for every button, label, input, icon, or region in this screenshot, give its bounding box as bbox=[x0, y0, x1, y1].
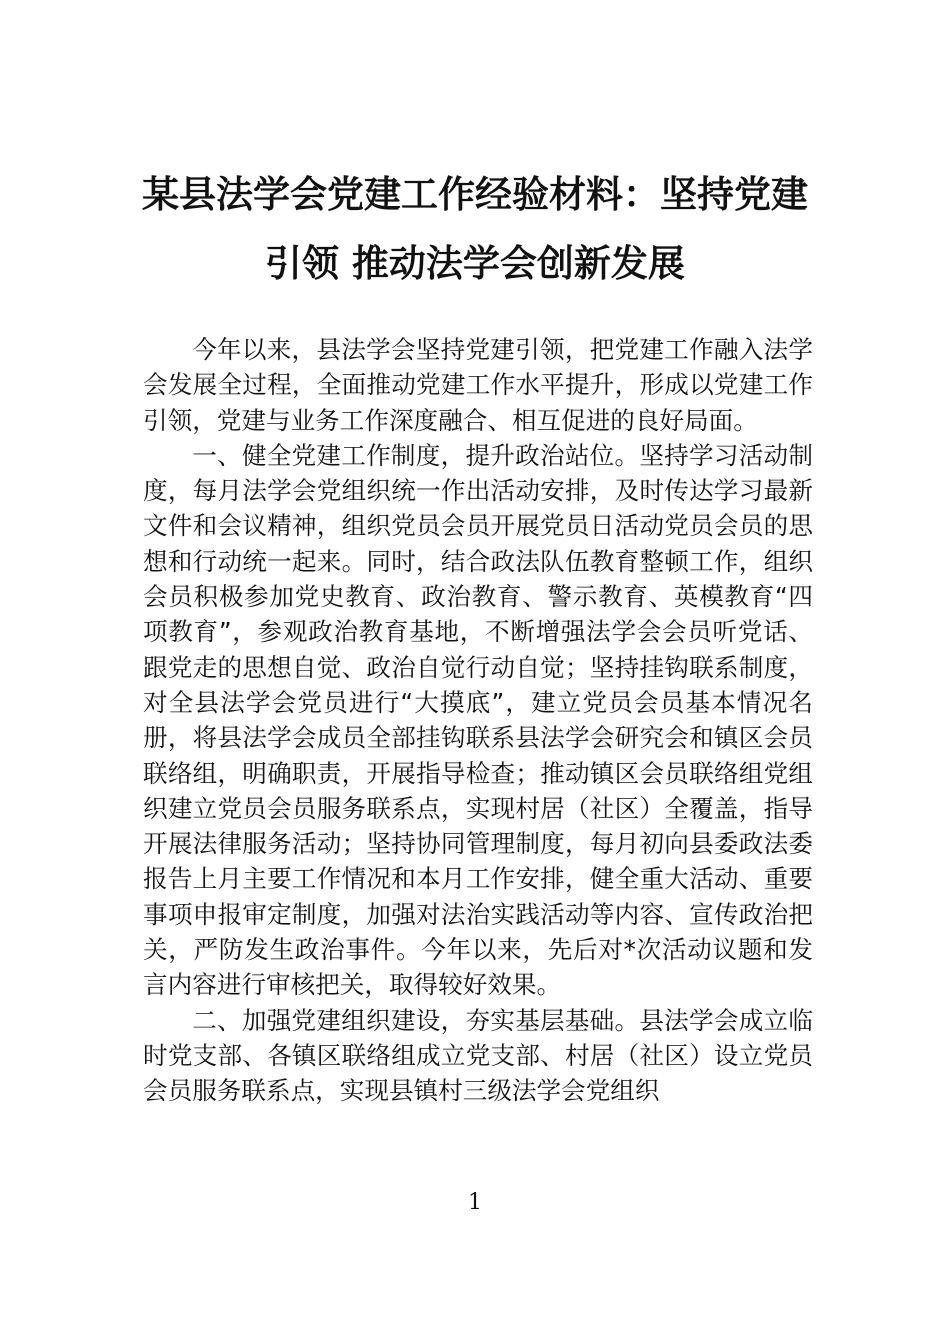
document-body bbox=[143, 332, 813, 1109]
paragraph-section-one: 一、健全党建工作制度，提升政治站位。坚持学习活动制度，每月法学会党组织统一作出活动安排，及时传达学习最新文件和会议精神，组织党员会员开展党员日活动党员会员的思想和行动统一起来。同时，结合政法队伍教育整顿工作，组织会员积极参加党史教育、政治教育、警示教育、英模教育“四项教育”，参观政治教育基地，不断增强法学会会员听党话、跟党走的思想自觉、政治自觉行动自觉；坚持挂钩联系制度，对全县法学会党员进行“大摸底”，建立党员会员基本情况名册，将县法学会成员全部挂钩联系县法学会研究会和镇区会员联络组，明确职责，开展指导检查；推动镇区会员联络组党组织建立党员会员服务联系点，实现村居（社区）全覆盖，指导开展法律服务活动；坚持协同管理制度，每月初向县委政法委报告上月主要工作情况和本月工作安排，健全重大活动、重要事项申报审定制度，加强对法治实践活动等内容、宣传政治把关，严防发生政治事件。今年以来，先后对*次活动议题和发言内容进行审核把关，取得较好效果。 bbox=[143, 440, 813, 1000]
document-title-line-1: 某县法学会党建工作经验材料：坚持党建 bbox=[142, 173, 808, 216]
paragraph-intro: 今年以来，县法学会坚持党建引领，把党建工作融入法学会发展全过程，全面推动党建工作水平提升，形成以党建工作引领，党建与业务工作深度融合、相互促进的良好局面。 bbox=[143, 335, 813, 435]
paragraph-section-two: 二、加强党建组织建设，夯实基层基础。县法学会成立临时党支部、各镇区联络组成立党支部、村居（社区）设立党员会员服务联系点，实现县镇村三级法学会党组织 bbox=[143, 1005, 813, 1106]
page-number: 1 bbox=[468, 1190, 482, 1215]
document-title-line-2: 引领 推动法学会创新发展 bbox=[265, 242, 685, 285]
